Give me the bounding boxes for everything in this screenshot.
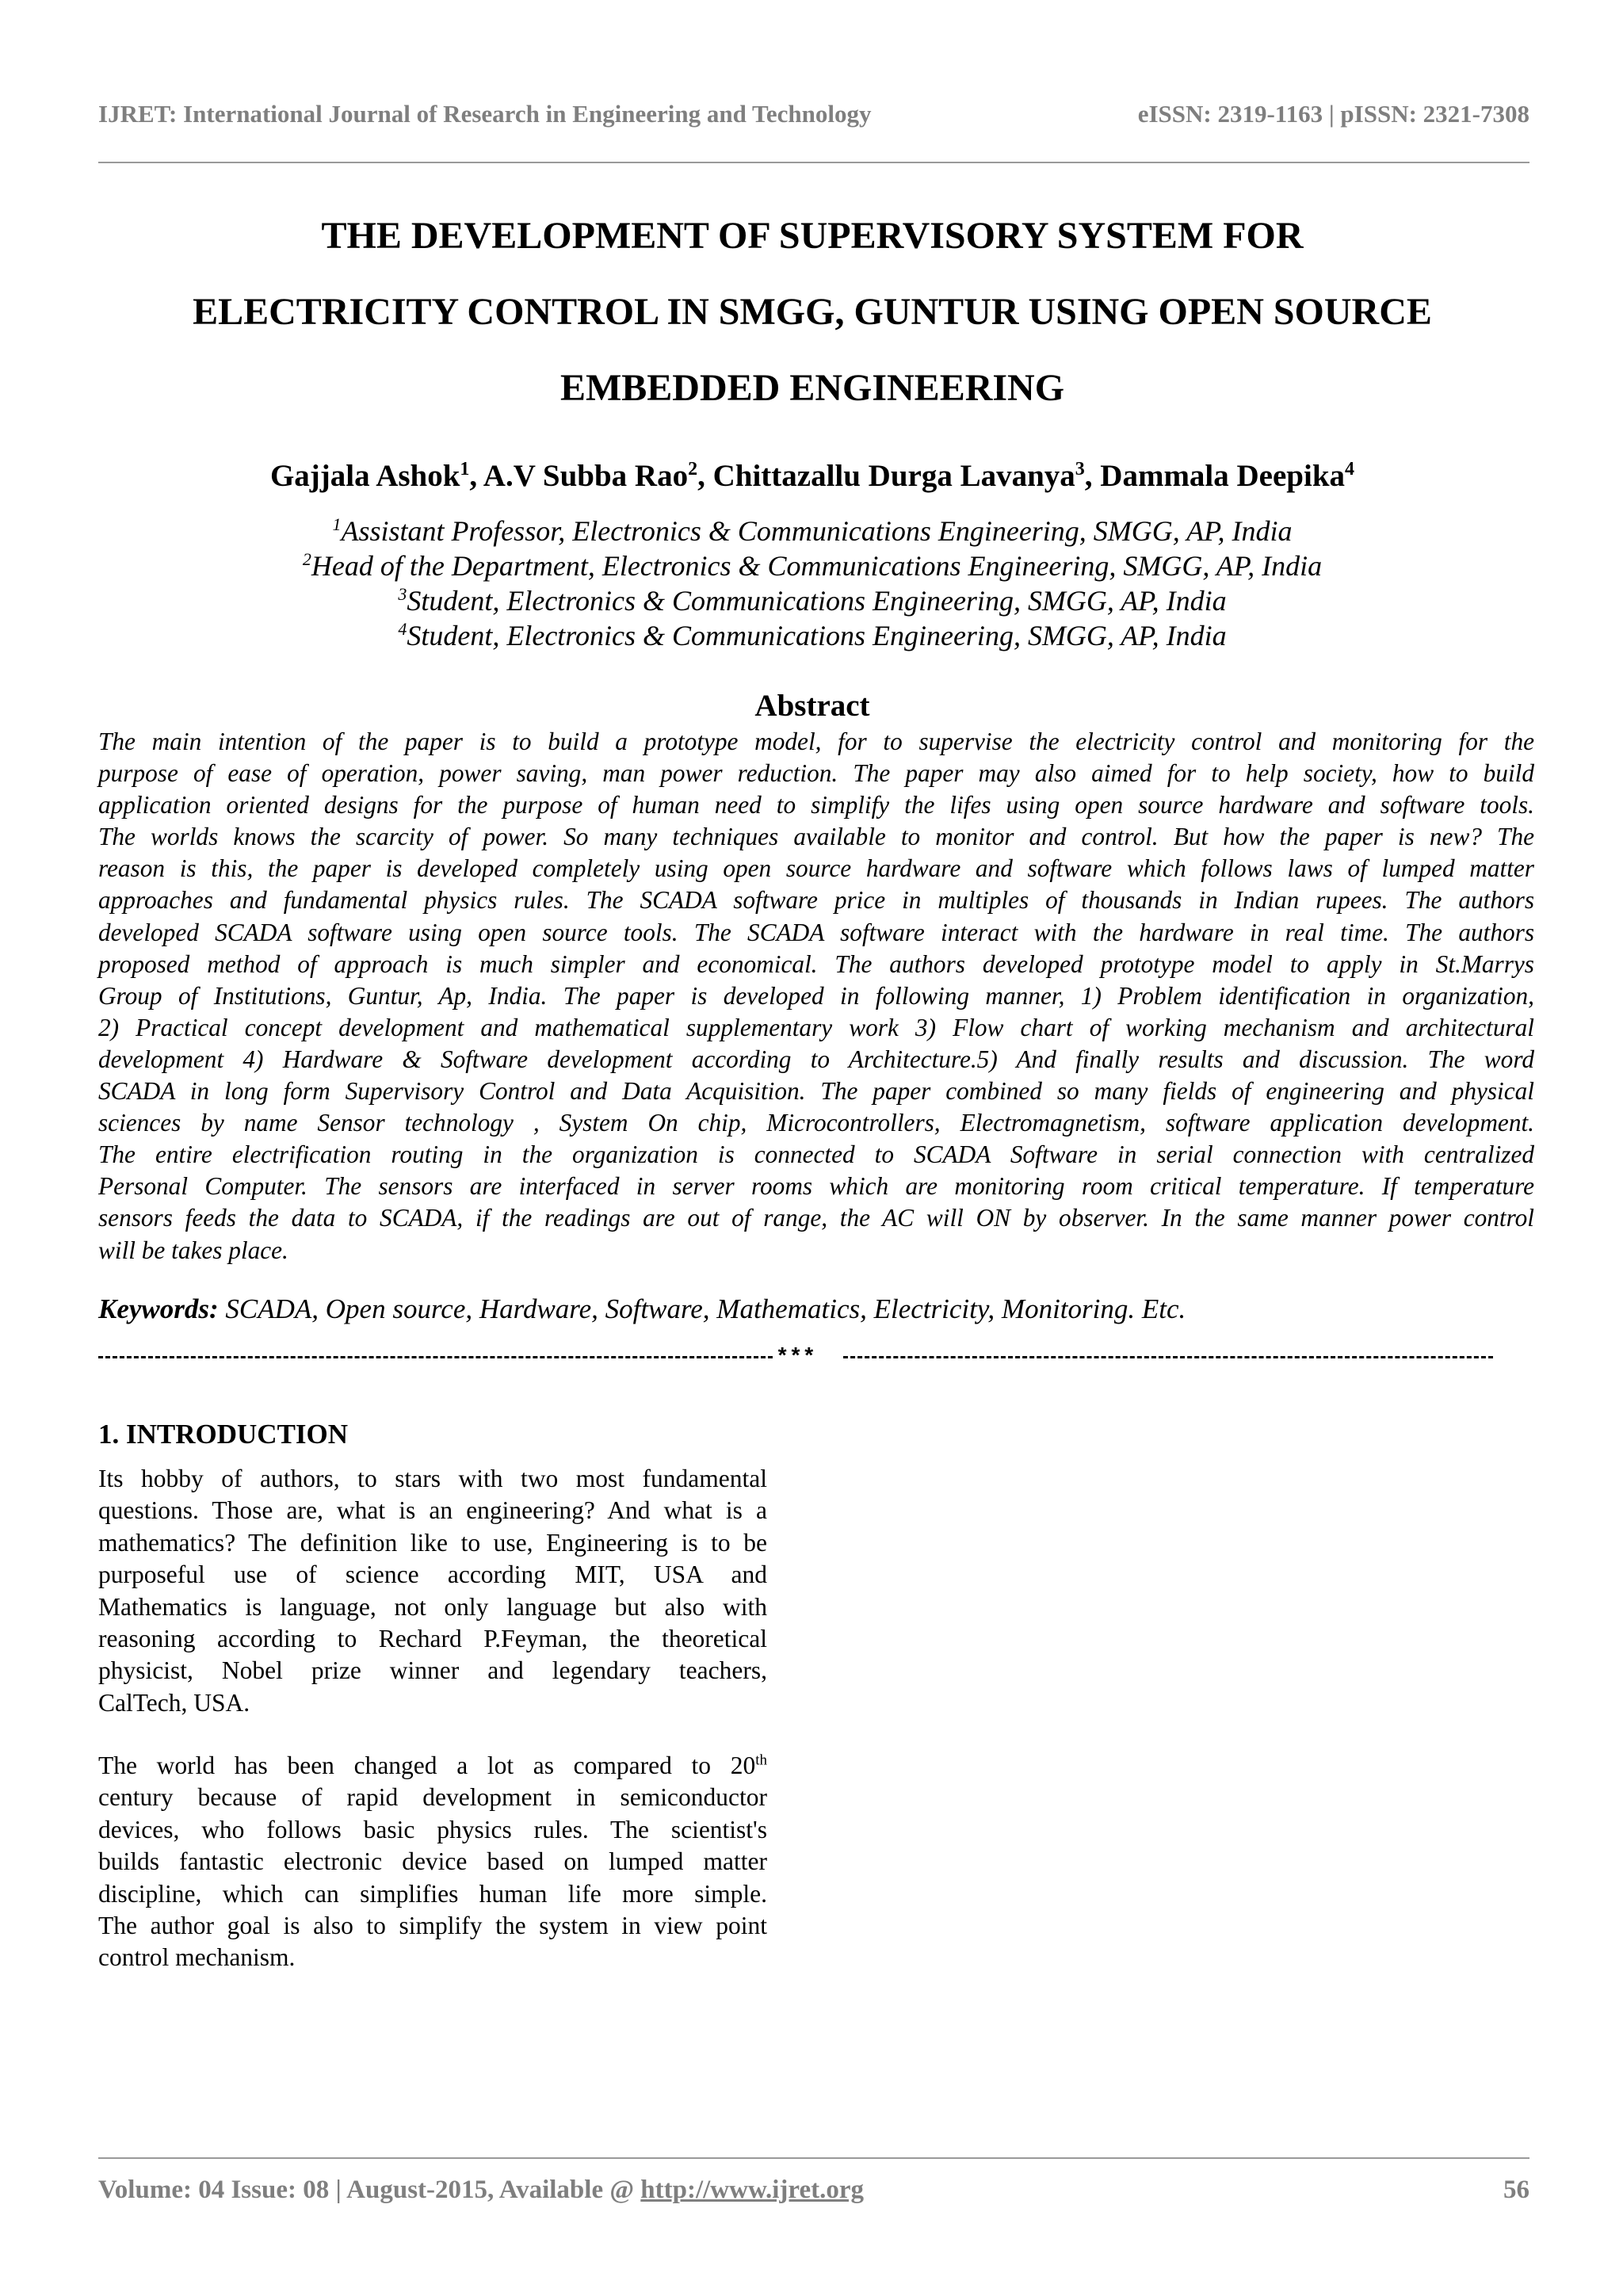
affiliation-text: Assistant Professor, Electronics & Communications Engineering, SMGG, AP, India [341, 515, 1293, 547]
abstract-line: Personal Computer. The sensors are interfaced in server rooms which are monitoring room critical temperature. If temperature [98, 1172, 1534, 1201]
text-line: devices, who follows basic physics rules. The scientist's [98, 1815, 767, 1843]
affiliation-text: Student, Electronics & Communications Engineering, SMGG, AP, India [407, 620, 1227, 651]
keywords [98, 1293, 1534, 1325]
abstract-line: The worlds knows the scarcity of power. So many techniques available to monitor and control. But how the paper is new? The [98, 823, 1534, 851]
abstract-line: reason is this, the paper is developed completely using open source hardware and software which follows laws of lumped matter [98, 854, 1534, 883]
affiliation [79, 548, 1545, 583]
abstract-line: SCADA in long form Supervisory Control and Data Acquisition. The paper combined so many fields of engineering and physical [98, 1077, 1534, 1106]
title-line: EMBEDDED ENGINEERING [559, 367, 1065, 409]
affiliation-sup: 1 [332, 514, 342, 534]
abstract-line: The entire electrification routing in the organization is connected to SCADA Software in serial connection with centralized [98, 1140, 1534, 1169]
page-number: 56 [1503, 2176, 1529, 2204]
running-header [98, 100, 1529, 132]
journal-link[interactable]: http://www.ijret.org [640, 2176, 864, 2204]
affiliation-text: Student, Electronics & Communications Engineering, SMGG, AP, India [407, 585, 1227, 617]
abstract-line: The main intention of the paper is to build a prototype model, for to supervise the electricity control and monitoring for the [98, 728, 1534, 755]
text-line: Mathematics is language, not only language but also with [98, 1592, 767, 1621]
text-line: purposeful use of science according MIT, USA and [98, 1561, 767, 1589]
abstract-line: will be takes place. [98, 1236, 288, 1264]
abstract-line: purpose of ease of operation, power saving, man power reduction. The paper may also aimed for to help society, how to build [98, 759, 1534, 788]
text-line: questions. Those are, what is an engineering? And what is a [98, 1496, 767, 1525]
paper-title [79, 198, 1545, 426]
author-list [79, 458, 1545, 494]
affiliation [79, 583, 1545, 618]
running-footer [98, 2176, 1529, 2207]
footer-rule [98, 2157, 1529, 2159]
affiliation [79, 514, 1545, 548]
author-sep: , [697, 459, 713, 493]
author-sup: 3 [1075, 459, 1085, 479]
text-line [98, 1750, 767, 1782]
keywords-label: Keywords: [98, 1293, 219, 1324]
author-name: A.V Subba Rao [483, 459, 689, 493]
author-name: Gajjala Ashok [269, 459, 460, 493]
abstract-line: development 4) Hardware & Software development according to Architecture.5) And finally results and discussion. The word [98, 1045, 1534, 1073]
section-separator [98, 1347, 1493, 1366]
affiliation-text: Head of the Department, Electronics & Communications Engineering, SMGG, AP, India [311, 550, 1323, 582]
separator-dashes-right [843, 1356, 1493, 1358]
text-line: control mechanism. [98, 1943, 296, 1972]
text-line: builds fantastic electronic device based on lumped matter [98, 1847, 767, 1876]
affiliation-sup: 2 [302, 549, 311, 569]
author-sep: , [469, 459, 483, 493]
author-name: Chittazallu Durga Lavanya [712, 459, 1075, 493]
title-line: ELECTRICITY CONTROL IN SMGG, GUNTUR USING OPEN SOURCE [193, 291, 1432, 333]
text-line: discipline, which can simplifies human life more simple. [98, 1879, 767, 1908]
affiliation-sup: 4 [398, 619, 407, 639]
text-line: Its hobby of authors, to stars with two most fundamental [98, 1465, 767, 1492]
affiliation-sup: 3 [398, 584, 407, 604]
abstract-line: Group of Institutions, Guntur, Ap, India. The paper is developed in following manner, 1) Problem identification in organization, [98, 981, 1534, 1010]
footer-volume-text: Volume: 04 Issue: 08 | August-2015, Available @ [98, 2176, 641, 2204]
text-line: century because of rapid development in semiconductor [98, 1783, 767, 1812]
footer-volume [98, 2176, 864, 2205]
abstract-line: approaches and fundamental physics rules. The SCADA software price in multiples of thousands in Indian rupees. The authors [98, 886, 1534, 915]
issn-info: eISSN: 2319-1163 | pISSN: 2321-7308 [1137, 100, 1529, 128]
text-line: reasoning according to Rechard P.Feyman, the theoretical [98, 1624, 767, 1652]
text-line: physicist, Nobel prize winner and legendary teachers, [98, 1656, 767, 1685]
abstract-body [98, 726, 1534, 1266]
separator-dashes-left [98, 1356, 780, 1358]
section-heading: 1. INTRODUCTION [98, 1419, 349, 1450]
text-line: The author goal is also to simplify the system in view point [98, 1911, 767, 1939]
abstract-line: developed SCADA software using open source tools. The SCADA software interact with the hardware in real time. The authors [98, 918, 1534, 946]
journal-name: IJRET: International Journal of Research in Engineering and Technology [98, 100, 872, 128]
intro-paragraph-1 [98, 1463, 767, 1719]
text-line: mathematics? The definition like to use, Engineering is to be [98, 1528, 767, 1557]
author-sup: 4 [1345, 459, 1355, 479]
title-line: THE DEVELOPMENT OF SUPERVISORY SYSTEM FOR [321, 215, 1304, 257]
ordinal-sup: th [755, 1752, 767, 1769]
separator-stars: *** [773, 1347, 819, 1366]
abstract-line: proposed method of approach is much simpler and economical. The authors developed prototype model to apply in St.Marrys [98, 949, 1534, 978]
author-sep: , [1084, 459, 1101, 493]
text-line-main: The world has been changed a lot as compared to 20 [98, 1752, 756, 1779]
abstract-heading: Abstract [754, 689, 870, 723]
author-name: Dammala Deepika [1100, 459, 1346, 493]
abstract-line: sensors feeds the data to SCADA, if the readings are out of range, the AC will ON by observer. In the same manner power control [98, 1204, 1534, 1232]
author-sup: 1 [460, 459, 470, 479]
abstract-line: sciences by name Sensor technology , System On chip, Microcontrollers, Electromagnetism, software application development. [98, 1109, 1534, 1137]
header-rule [98, 162, 1529, 163]
intro-paragraph-2 [98, 1750, 767, 1974]
keywords-text: SCADA, Open source, Hardware, Software, Mathematics, Electricity, Monitoring. Etc. [218, 1293, 1186, 1324]
text-line: CalTech, USA. [98, 1688, 250, 1717]
abstract-line: 2) Practical concept development and mathematical supplementary work 3) Flow chart of working mechanism and architectural [98, 1013, 1534, 1041]
affiliation-list [79, 514, 1545, 653]
abstract-line: application oriented designs for the purpose of human need to simplify the lifes using open source hardware and software tools. [98, 791, 1534, 819]
author-sup: 2 [688, 459, 698, 479]
affiliation [79, 618, 1545, 653]
